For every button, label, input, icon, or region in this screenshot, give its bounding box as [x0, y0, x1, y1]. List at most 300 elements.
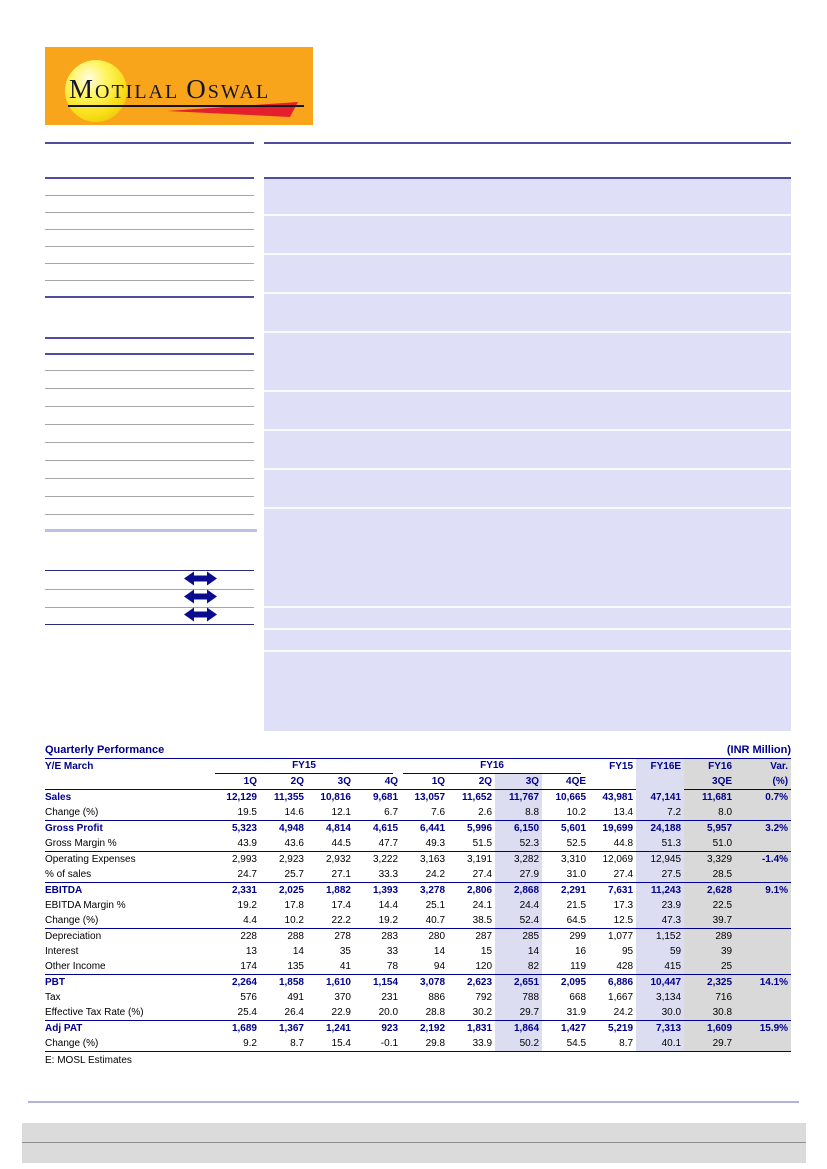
cell: 15	[480, 946, 493, 957]
cell: 50.2	[495, 1036, 542, 1052]
cell: 8.8	[495, 805, 542, 821]
cell: 33	[386, 946, 399, 957]
redacted-line	[45, 496, 254, 497]
row-label: Gross Margin %	[45, 836, 213, 852]
redacted-line	[45, 177, 254, 179]
cell: 1,241	[325, 1023, 351, 1034]
col-header: FY16E	[636, 759, 684, 774]
cell: 19.2	[237, 900, 257, 911]
cell: 39	[684, 944, 735, 959]
cell: 52.5	[542, 836, 589, 852]
footer-separator-line	[28, 1101, 799, 1103]
cell: 23.9	[636, 898, 684, 913]
row-label: Sales	[45, 792, 72, 803]
cell: 20.0	[354, 1005, 401, 1021]
placeholder-divider-line	[264, 468, 791, 470]
cell: 27.4	[448, 867, 495, 883]
cell: 31.0	[542, 867, 589, 883]
cell: 47,141	[636, 790, 684, 806]
cell: 22.2	[307, 913, 354, 929]
redacted-line	[45, 370, 254, 371]
row-label: Change (%)	[45, 1036, 213, 1052]
redacted-line	[45, 529, 257, 532]
placeholder-divider-line	[264, 650, 791, 652]
cell: 33.3	[354, 867, 401, 883]
cell: 2,192	[420, 1023, 446, 1034]
cell: 3,282	[495, 852, 542, 868]
col-header: 4Q	[354, 774, 401, 790]
cell: 64.5	[542, 913, 589, 929]
cell: 10.2	[542, 805, 589, 821]
redacted-line	[45, 212, 254, 213]
cell	[735, 805, 791, 821]
redacted-line	[45, 280, 254, 281]
cell: 11,652	[461, 792, 493, 803]
col-header	[636, 774, 684, 790]
cell: 39.7	[684, 913, 735, 929]
table-row	[45, 959, 791, 975]
cell: 7.6	[401, 805, 448, 821]
cell: 7.2	[636, 805, 684, 821]
col-group-fy16: FY16	[401, 759, 589, 774]
cell: 11,681	[684, 790, 735, 806]
cell: 52.3	[495, 836, 542, 852]
redacted-line	[45, 460, 254, 461]
cell: 15.9%	[735, 1021, 791, 1037]
cell: 26.4	[260, 1005, 307, 1021]
cell: 7,631	[608, 885, 634, 896]
cell: 1,689	[231, 1023, 257, 1034]
cell: 31.9	[542, 1005, 589, 1021]
cell: 8.7	[589, 1036, 636, 1052]
table-unit-label: (INR Million)	[726, 744, 791, 756]
brand-letter: O	[186, 74, 208, 104]
cell: 2.6	[448, 805, 495, 821]
redacted-chart-placeholder	[264, 179, 791, 731]
cell	[735, 836, 791, 852]
cell: 29.7	[684, 1036, 735, 1052]
cell: 10,447	[636, 975, 684, 991]
cell: 10,816	[320, 792, 351, 803]
cell: 120	[448, 959, 495, 975]
cell: 1,831	[467, 1023, 493, 1034]
cell: 3.2%	[735, 821, 791, 837]
quarterly-performance-section	[45, 743, 791, 1066]
placeholder-divider-line	[264, 429, 791, 431]
cell: 3,191	[467, 854, 493, 865]
cell	[735, 1005, 791, 1021]
cell: 25.7	[260, 867, 307, 883]
cell: 29.7	[495, 1005, 542, 1021]
cell: 14	[292, 946, 304, 957]
cell: 6,886	[608, 977, 634, 988]
cell: 82	[495, 959, 542, 975]
cell: 19.2	[354, 913, 401, 929]
motilal-oswal-logo	[45, 47, 313, 125]
table-row	[45, 790, 791, 806]
placeholder-divider-line	[264, 507, 791, 509]
cell: 288	[287, 931, 304, 942]
double-arrow-icon	[184, 607, 217, 622]
cell: 278	[334, 931, 351, 942]
col-header: FY15	[609, 761, 634, 772]
cell: 668	[569, 992, 587, 1003]
placeholder-divider-line	[264, 390, 791, 392]
col-group-fy15: FY15	[213, 759, 401, 774]
cell: 13,057	[414, 792, 446, 803]
table-header-row	[45, 759, 791, 774]
cell: 12.5	[589, 913, 636, 929]
redacted-line	[45, 424, 254, 425]
double-arrow-icon	[184, 589, 217, 604]
row-label: Gross Profit	[45, 823, 103, 834]
table-row	[45, 1021, 791, 1037]
cell: 2,025	[278, 885, 304, 896]
cell: 51.3	[636, 836, 684, 852]
cell: 6,441	[420, 823, 446, 834]
cell: 174	[213, 959, 260, 975]
redacted-line	[264, 142, 791, 144]
cell: 1,154	[373, 977, 399, 988]
arrow-column	[184, 571, 217, 625]
placeholder-divider-line	[264, 628, 791, 630]
cell: 2,095	[561, 977, 587, 988]
cell: 27.1	[307, 867, 354, 883]
cell: 8.7	[260, 1036, 307, 1052]
cell: 14.4	[378, 900, 399, 911]
col-header: 3Q	[307, 774, 354, 790]
cell: -1.4%	[735, 852, 791, 868]
cell: 11,767	[495, 790, 542, 806]
cell: 24.2	[401, 867, 448, 883]
row-label: Adj PAT	[45, 1023, 83, 1034]
cell: 10,665	[555, 792, 587, 803]
col-header: 2Q	[448, 774, 495, 790]
brand-underline	[68, 105, 304, 107]
cell	[735, 1036, 791, 1052]
cell: 22.5	[684, 898, 735, 913]
row-label: Change (%)	[45, 805, 213, 821]
cell: 33.9	[448, 1036, 495, 1052]
cell	[735, 944, 791, 959]
cell: 886	[428, 992, 446, 1003]
cell: 17.3	[613, 900, 634, 911]
cell: 95	[621, 946, 634, 957]
row-label: EBITDA	[45, 885, 83, 896]
cell: 3,329	[684, 852, 735, 868]
cell: 28.8	[401, 1005, 448, 1021]
cell: 1,882	[325, 885, 351, 896]
cell: 2,628	[684, 883, 735, 899]
cell: 12.1	[307, 805, 354, 821]
cell: 6.7	[354, 805, 401, 821]
col-header: 4QE	[542, 774, 589, 790]
cell: 7,313	[636, 1021, 684, 1037]
cell: 5,601	[561, 823, 587, 834]
cell: 792	[475, 992, 493, 1003]
table-row	[45, 898, 791, 913]
cell: 788	[495, 990, 542, 1005]
table-subheader-row	[45, 774, 791, 790]
cell: 24.7	[213, 867, 260, 883]
cell: 43,981	[602, 792, 634, 803]
row-label: % of sales	[45, 867, 213, 883]
estimates-footnote: E: MOSL Estimates	[45, 1055, 132, 1066]
placeholder-divider-line	[264, 606, 791, 608]
cell: 24.1	[472, 900, 493, 911]
cell: 3,278	[420, 885, 446, 896]
brand-letters: OTILAL	[95, 81, 180, 103]
placeholder-divider-line	[264, 331, 791, 333]
cell: 25	[684, 959, 735, 975]
cell: 17.4	[331, 900, 351, 911]
cell: 1,667	[608, 992, 634, 1003]
cell: 5,996	[467, 823, 493, 834]
table-row	[45, 805, 791, 821]
cell: 35	[339, 946, 351, 957]
double-arrow-icon	[184, 571, 217, 586]
cell: 51.0	[684, 836, 735, 852]
cell: 30.8	[684, 1005, 735, 1021]
col-header: 3Q	[495, 774, 542, 790]
cell: 287	[475, 931, 493, 942]
table-title-bar	[45, 743, 791, 759]
cell: 11,355	[273, 792, 304, 803]
cell: 28.5	[684, 867, 735, 883]
cell: 2,651	[495, 975, 542, 991]
cell: 1,077	[608, 931, 634, 942]
cell: 12,129	[226, 792, 257, 803]
redacted-line	[45, 353, 254, 355]
cell	[735, 898, 791, 913]
cell: 2,923	[278, 854, 304, 865]
cell	[735, 867, 791, 883]
cell: 415	[636, 959, 684, 975]
cell: 24.2	[589, 1005, 636, 1021]
redacted-line	[45, 406, 254, 407]
cell: 13.4	[589, 805, 636, 821]
cell: 9.1%	[735, 883, 791, 899]
cell: 5,957	[684, 821, 735, 837]
cell: 299	[569, 931, 587, 942]
cell: 428	[589, 959, 636, 975]
cell: 24,188	[636, 821, 684, 837]
cell: 78	[354, 959, 401, 975]
redacted-line	[45, 229, 254, 230]
cell: 5,323	[231, 823, 257, 834]
cell: 14.6	[260, 805, 307, 821]
cell: 43.9	[213, 836, 260, 852]
cell: 11,243	[636, 883, 684, 899]
redacted-line	[45, 296, 254, 298]
cell: 9,681	[373, 792, 399, 803]
footer-bar	[22, 1123, 806, 1143]
col-header: (%)	[735, 774, 791, 790]
cell: 2,623	[467, 977, 493, 988]
placeholder-divider-line	[264, 214, 791, 216]
table-row	[45, 975, 791, 991]
cell: 14	[433, 946, 446, 957]
cell: 12,945	[636, 852, 684, 868]
cell: 1,367	[278, 1023, 304, 1034]
cell: 1,609	[684, 1021, 735, 1037]
table-row	[45, 929, 791, 945]
cell: 14	[495, 944, 542, 959]
table-row	[45, 883, 791, 899]
cell: 41	[307, 959, 354, 975]
cell: 576	[240, 992, 257, 1003]
cell: 27.9	[495, 867, 542, 883]
row-label: Other Income	[45, 959, 213, 975]
cell: 38.5	[448, 913, 495, 929]
col-header: FY16	[684, 759, 735, 774]
cell	[735, 959, 791, 975]
cell: 5,219	[608, 1023, 634, 1034]
table-title: Quarterly Performance	[45, 744, 165, 756]
cell: 22.9	[307, 1005, 354, 1021]
cell: 51.5	[448, 836, 495, 852]
footer-bar	[22, 1143, 806, 1163]
cell: 923	[381, 1023, 399, 1034]
cell: 6,150	[495, 821, 542, 837]
cell: 1,864	[495, 1021, 542, 1037]
cell: 47.7	[354, 836, 401, 852]
table-row	[45, 913, 791, 929]
redacted-line	[45, 263, 254, 264]
cell: 54.5	[542, 1036, 589, 1052]
cell: 491	[287, 992, 304, 1003]
cell: 94	[401, 959, 448, 975]
col-header: Y/E March	[45, 761, 94, 772]
row-label: Operating Expenses	[45, 854, 136, 865]
cell: 3,222	[373, 854, 399, 865]
cell: 47.3	[636, 913, 684, 929]
cell: 289	[684, 929, 735, 945]
table-row	[45, 867, 791, 883]
cell: 17.8	[284, 900, 304, 911]
col-header: 1Q	[213, 774, 260, 790]
row-label: Tax	[45, 992, 61, 1003]
cell: 2,993	[231, 854, 257, 865]
cell: 716	[684, 990, 735, 1005]
cell: 3,134	[636, 990, 684, 1005]
cell	[735, 929, 791, 945]
col-header: 1Q	[401, 774, 448, 790]
placeholder-divider-line	[264, 292, 791, 294]
col-header	[589, 774, 636, 790]
cell: 27.4	[589, 867, 636, 883]
cell	[735, 913, 791, 929]
cell: 4.4	[213, 913, 260, 929]
cell: 9.2	[213, 1036, 260, 1052]
redacted-line	[45, 589, 254, 590]
cell: 43.6	[260, 836, 307, 852]
cell: 280	[428, 931, 446, 942]
row-label: Interest	[45, 946, 79, 957]
cell: 4,814	[325, 823, 351, 834]
redacted-line	[45, 624, 254, 625]
col-header: 2Q	[260, 774, 307, 790]
cell: 370	[334, 992, 351, 1003]
footer-disclaimer-bars	[22, 1123, 806, 1163]
redacted-line	[45, 514, 254, 515]
cell: 0.7%	[735, 790, 791, 806]
brand-letters: SWAL	[207, 81, 271, 103]
cell: 14.1%	[735, 975, 791, 991]
cell: 30.2	[448, 1005, 495, 1021]
quarterly-table	[45, 759, 791, 1052]
cell: 3,163	[420, 854, 446, 865]
redacted-line	[45, 478, 254, 479]
cell: 1,427	[561, 1023, 587, 1034]
redacted-line	[45, 337, 254, 339]
table-row	[45, 1036, 791, 1052]
cell: 4,948	[278, 823, 304, 834]
cell: 40.1	[636, 1036, 684, 1052]
cell: 2,264	[231, 977, 257, 988]
redacted-line	[45, 570, 254, 571]
col-header	[45, 774, 213, 790]
brand-letter: M	[69, 74, 96, 104]
cell: 27.5	[636, 867, 684, 883]
cell: 24.4	[495, 898, 542, 913]
redacted-line	[45, 142, 254, 144]
cell: 2,331	[231, 885, 257, 896]
cell: 52.4	[495, 913, 542, 929]
cell: 2,806	[467, 885, 493, 896]
cell: 40.7	[401, 913, 448, 929]
placeholder-divider-line	[264, 253, 791, 255]
cell: 16	[574, 946, 587, 957]
cell: 231	[381, 992, 399, 1003]
table-row	[45, 944, 791, 959]
cell: 59	[636, 944, 684, 959]
cell: 3,310	[561, 854, 587, 865]
table-row	[45, 836, 791, 852]
row-label: Effective Tax Rate (%)	[45, 1005, 213, 1021]
cell: 2,932	[325, 854, 351, 865]
cell: 2,868	[495, 883, 542, 899]
cell: 10.2	[260, 913, 307, 929]
cell: 2,291	[561, 885, 587, 896]
cell: 3,078	[420, 977, 446, 988]
cell: 8.0	[684, 805, 735, 821]
redacted-line	[45, 607, 254, 608]
col-header: 3QE	[684, 774, 735, 790]
cell: 19,699	[602, 823, 634, 834]
cell: 25.4	[213, 1005, 260, 1021]
brand-name	[69, 76, 307, 103]
cell: 4,615	[373, 823, 399, 834]
row-label: PBT	[45, 977, 65, 988]
cell: 25.1	[425, 900, 446, 911]
cell: 15.4	[307, 1036, 354, 1052]
cell: 44.5	[307, 836, 354, 852]
cell: 49.3	[401, 836, 448, 852]
redacted-line	[45, 442, 254, 443]
cell: 1,152	[636, 929, 684, 945]
table-row	[45, 1005, 791, 1021]
cell: 19.5	[213, 805, 260, 821]
table-row	[45, 821, 791, 837]
cell: -0.1	[354, 1036, 401, 1052]
cell: 21.5	[566, 900, 587, 911]
cell: 285	[495, 929, 542, 945]
row-label: Depreciation	[45, 931, 102, 942]
redacted-line	[45, 195, 254, 196]
row-label: Change (%)	[45, 913, 213, 929]
cell	[735, 990, 791, 1005]
